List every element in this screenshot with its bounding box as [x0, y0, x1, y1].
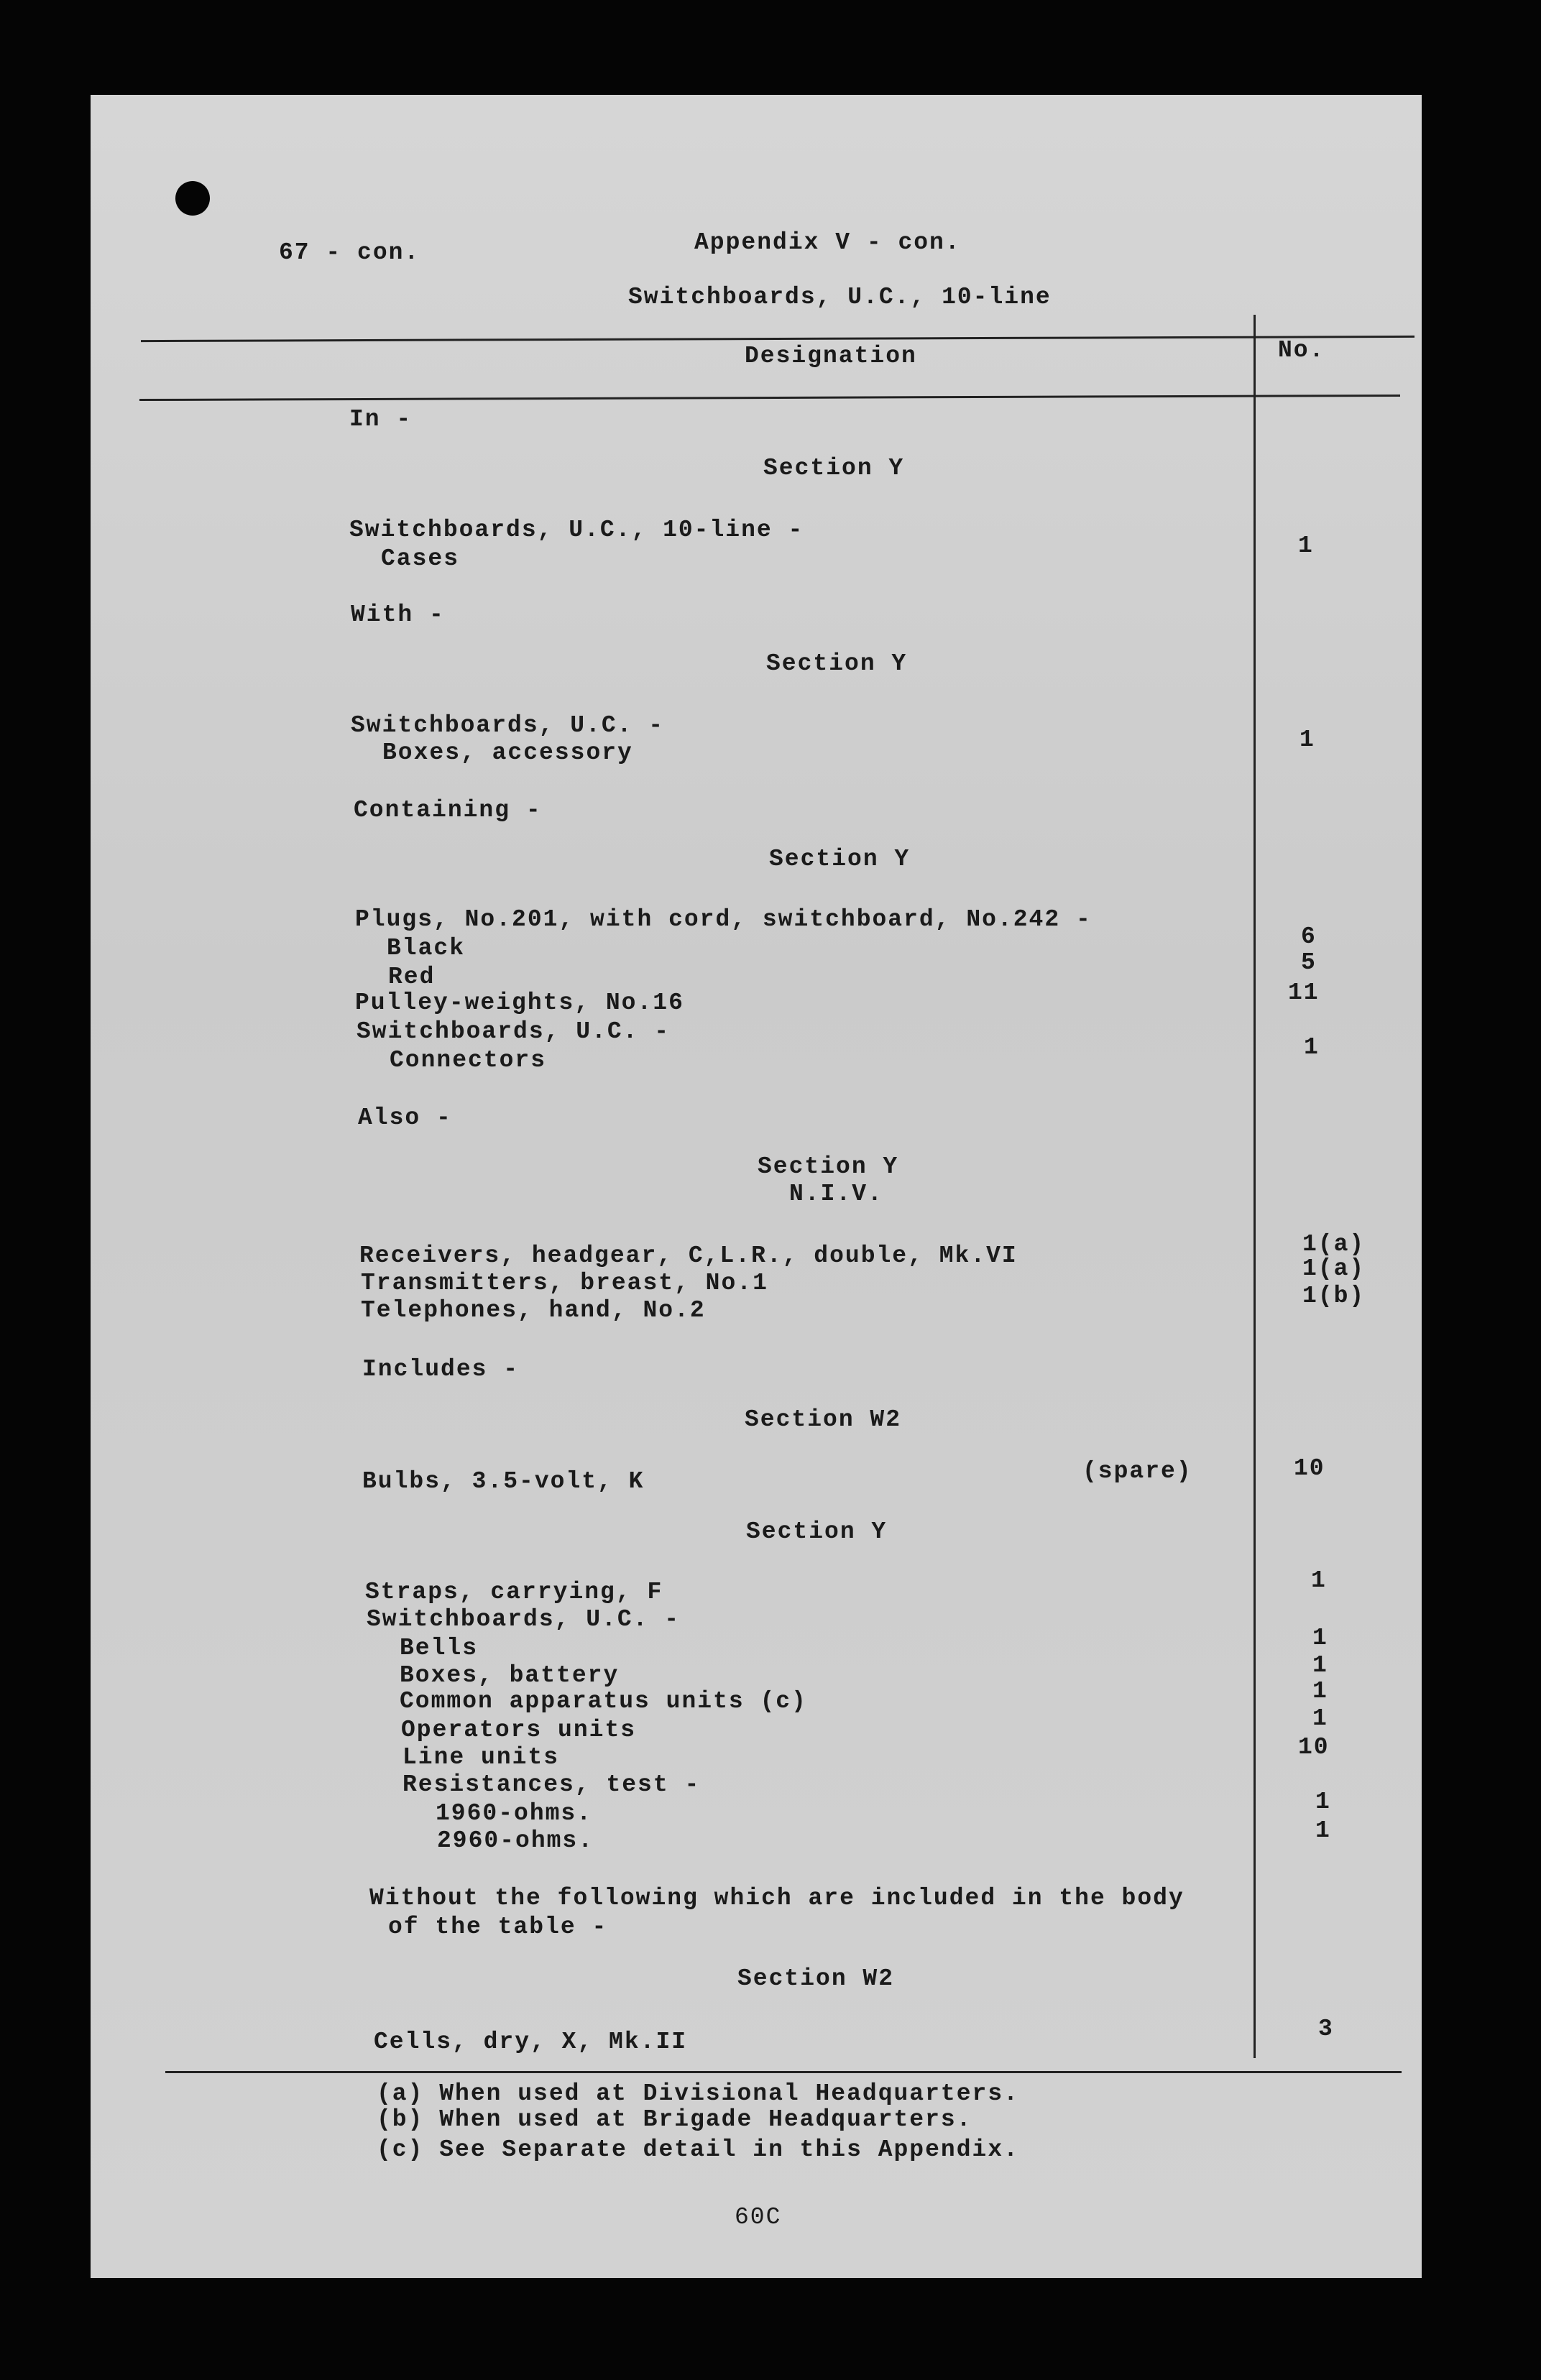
- item-pulley-weights: Pulley-weights, No.16: [355, 990, 684, 1016]
- item-bells: Bells: [400, 1635, 479, 1661]
- qty-telephones: 1(b): [1302, 1283, 1366, 1309]
- section-heading: Section Y: [758, 1153, 899, 1180]
- item-switchboards-10line: Switchboards, U.C., 10-line -: [349, 517, 804, 543]
- qty-transmitters: 1(a): [1302, 1255, 1366, 1282]
- qty-cells-dry: 3: [1318, 2016, 1334, 2042]
- item-boxes-accessory: Boxes, accessory: [382, 739, 633, 766]
- item-black: Black: [387, 935, 466, 961]
- label-also: Also -: [358, 1104, 452, 1131]
- qty-common-apparatus: 1: [1312, 1678, 1328, 1705]
- qty-receivers: 1(a): [1302, 1231, 1366, 1258]
- qty-line-units: 10: [1298, 1734, 1330, 1761]
- item-plugs: Plugs, No.201, with cord, switchboard, No.242 -: [355, 906, 1092, 933]
- section-heading: Section Y: [766, 650, 908, 677]
- item-boxes-battery: Boxes, battery: [400, 1662, 620, 1689]
- item-bulbs: Bulbs, 3.5-volt, K: [362, 1468, 645, 1495]
- label-without-continued: of the table -: [388, 1914, 608, 1940]
- qty-2960-ohms: 1: [1315, 1817, 1331, 1844]
- qty-red: 5: [1301, 949, 1317, 976]
- table-bottom-rule: [165, 2071, 1402, 2073]
- section-heading: Section Y: [763, 455, 905, 481]
- qty-connectors: 1: [1304, 1034, 1320, 1061]
- column-divider: [1254, 315, 1256, 2058]
- appendix-title: Appendix V - con.: [694, 229, 961, 256]
- qty-operators-units: 1: [1312, 1705, 1328, 1732]
- page-number: 60C: [735, 2204, 782, 2231]
- item-cells-dry: Cells, dry, X, Mk.II: [374, 2029, 688, 2055]
- label-with: With -: [351, 601, 445, 628]
- item-2960-ohms: 2960-ohms.: [437, 1827, 594, 1854]
- item-resistances: Resistances, test -: [402, 1771, 701, 1798]
- qty-black: 6: [1301, 923, 1317, 950]
- qty-pulley-weights: 11: [1288, 979, 1320, 1006]
- note-spare: (spare): [1082, 1458, 1192, 1485]
- qty-boxes-accessory: 1: [1300, 727, 1315, 753]
- item-transmitters: Transmitters, breast, No.1: [361, 1270, 768, 1296]
- item-switchboards-uc: Switchboards, U.C. -: [351, 712, 665, 739]
- section-heading: Section W2: [737, 1965, 895, 1992]
- label-without: Without the following which are included in the body: [369, 1885, 1184, 1911]
- section-subheading: N.I.V.: [789, 1181, 883, 1207]
- item-switchboards-uc: Switchboards, U.C. -: [367, 1606, 681, 1633]
- section-heading: Section Y: [746, 1518, 888, 1545]
- table-subject: Switchboards, U.C., 10-line: [628, 284, 1052, 310]
- label-containing: Containing -: [354, 797, 542, 824]
- label-includes: Includes -: [362, 1356, 520, 1383]
- qty-bells: 1: [1312, 1625, 1328, 1651]
- item-connectors: Connectors: [390, 1047, 547, 1074]
- qty-boxes-battery: 1: [1312, 1652, 1328, 1679]
- section-heading: Section Y: [769, 846, 911, 872]
- footnote-c: (c) See Separate detail in this Appendix.: [377, 2136, 1019, 2163]
- footnote-a: (a) When used at Divisional Headquarters.: [377, 2080, 1019, 2107]
- document-page: [91, 95, 1422, 2278]
- qty-straps: 1: [1311, 1567, 1327, 1594]
- item-straps: Straps, carrying, F: [365, 1579, 663, 1605]
- item-operators-units: Operators units: [401, 1717, 637, 1743]
- item-cases: Cases: [381, 545, 460, 572]
- item-common-apparatus: Common apparatus units (c): [400, 1688, 807, 1715]
- column-header-no: No.: [1278, 337, 1325, 364]
- item-1960-ohms: 1960-ohms.: [436, 1800, 593, 1827]
- page-reference: 67 - con.: [279, 239, 420, 266]
- item-line-units: Line units: [402, 1744, 560, 1771]
- qty-bulbs: 10: [1294, 1455, 1325, 1482]
- column-header-designation: Designation: [745, 343, 917, 369]
- section-heading: Section W2: [745, 1406, 902, 1433]
- item-red: Red: [388, 964, 436, 990]
- qty-1960-ohms: 1: [1315, 1789, 1331, 1815]
- item-telephones: Telephones, hand, No.2: [361, 1297, 706, 1324]
- label-in: In -: [349, 406, 413, 433]
- item-switchboards-uc: Switchboards, U.C. -: [356, 1018, 671, 1045]
- item-receivers: Receivers, headgear, C,L.R., double, Mk.VI: [359, 1242, 1018, 1269]
- qty-cases: 1: [1298, 532, 1314, 559]
- footnote-b: (b) When used at Brigade Headquarters.: [377, 2106, 972, 2133]
- punch-hole: [175, 181, 210, 216]
